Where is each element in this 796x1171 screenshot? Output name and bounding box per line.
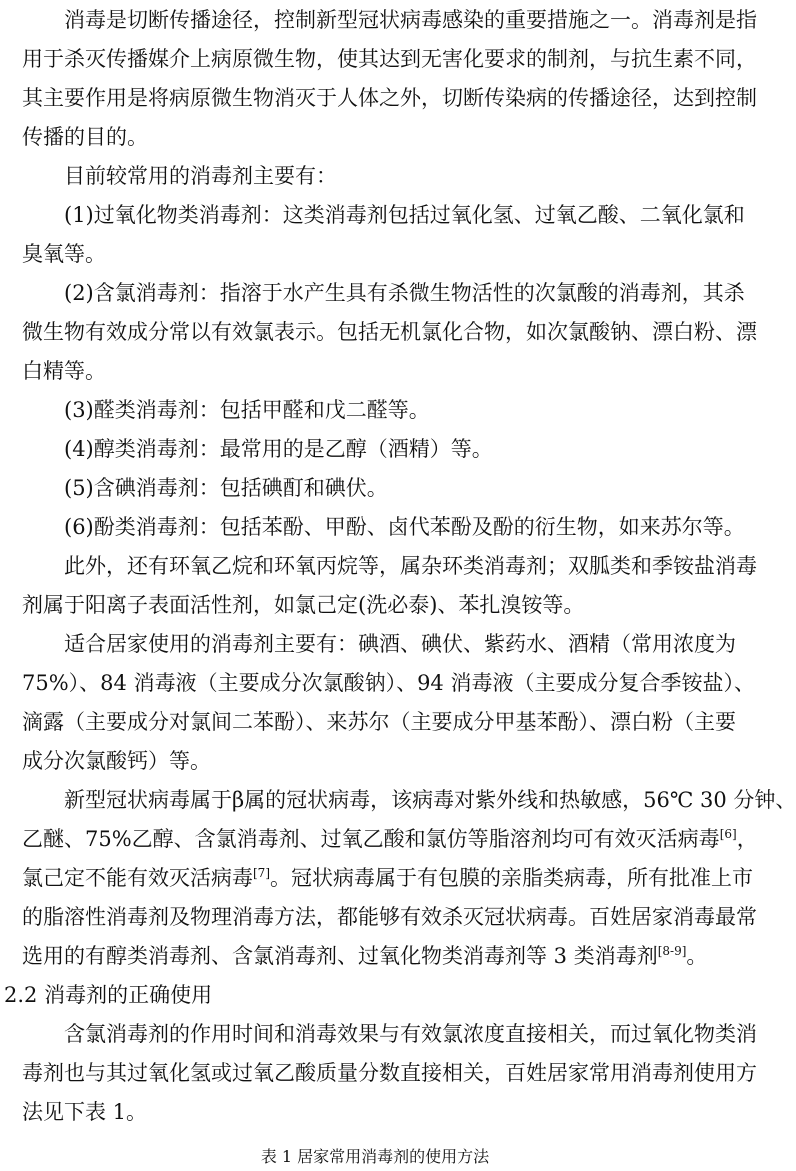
paragraph-11-line-3-text: 氯己定不能有效灭活病毒 — [22, 866, 253, 890]
paragraph-1-line-3: 其主要作用是将病原微生物消灭于人体之外，切断传染病的传播途径，达到控制 — [22, 86, 757, 110]
paragraph-9-line-2: 剂属于阳离子表面活性剂，如氯己定(洗必泰)、苯扎溴铵等。 — [22, 593, 585, 617]
paragraph-11-line-3 — [22, 865, 753, 891]
paragraph-11-line-4: 的脂溶性消毒剂及物理消毒方法，都能够有效杀灭冠状病毒。百姓居家消毒最常 — [22, 905, 757, 929]
paragraph-11-line-3-tail: 。冠状病毒属于有包膜的亲脂类病毒，所有批准上市 — [270, 866, 753, 890]
paragraph-12-line-2: 毒剂也与其过氧化氢或过氧乙酸质量分数直接相关，百姓居家常用消毒剂使用方 — [22, 1061, 757, 1085]
item-5-line-1: (5)含碘消毒剂：包括碘酊和碘伏。 — [64, 476, 388, 500]
item-4-line-1: (4)醇类消毒剂：最常用的是乙醇（酒精）等。 — [64, 437, 493, 461]
paragraph-12-line-3: 法见下表 1。 — [22, 1100, 148, 1124]
citation-ref-8-9: [8-9] — [657, 944, 687, 958]
paragraph-10-line-1: 适合居家使用的消毒剂主要有：碘酒、碘伏、紫药水、酒精（常用浓度为 — [64, 632, 736, 656]
paragraph-1-line-4: 传播的目的。 — [22, 125, 148, 149]
paragraph-11-line-5-text: 选用的有醇类消毒剂、含氯消毒剂、过氧化物类消毒剂等 3 类消毒剂 — [22, 944, 658, 968]
item-2-line-1: (2)含氯消毒剂：指溶于水产生具有杀微生物活性的次氯酸的消毒剂，其杀 — [64, 281, 745, 305]
paragraph-11-line-5-tail: 。 — [686, 944, 708, 968]
item-2-line-3: 白精等。 — [22, 359, 106, 383]
paragraph-1-line-2: 用于杀灭传播媒介上病原微生物，使其达到无害化要求的制剂，与抗生素不同， — [22, 47, 757, 71]
section-heading: 2.2 消毒剂的正确使用 — [4, 983, 213, 1007]
paragraph-1-line-1: 消毒是切断传播途径，控制新型冠状病毒感染的重要措施之一。消毒剂是指 — [64, 8, 757, 32]
citation-ref-6: [6] — [719, 827, 737, 841]
paragraph-12-line-1: 含氯消毒剂的作用时间和消毒效果与有效氯浓度直接相关，而过氧化物类消 — [64, 1022, 757, 1046]
paragraph-9-line-1: 此外，还有环氧乙烷和环氧丙烷等，属杂环类消毒剂；双胍类和季铵盐消毒 — [64, 554, 757, 578]
paragraph-10-line-3: 滴露（主要成分对氯间二苯酚）、来苏尔（主要成分甲基苯酚）、漂白粉（主要 — [22, 710, 736, 734]
item-3-line-1: (3)醛类消毒剂：包括甲醛和戊二醛等。 — [64, 398, 430, 422]
item-2-line-2: 微生物有效成分常以有效氯表示。包括无机氯化合物，如次氯酸钠、漂白粉、漂 — [22, 320, 757, 344]
citation-ref-7: [7] — [253, 866, 270, 880]
paragraph-11-line-2 — [22, 826, 758, 852]
item-6-line-1: (6)酚类消毒剂：包括苯酚、甲酚、卤代苯酚及酚的衍生物，如来苏尔等。 — [64, 515, 745, 539]
paragraph-11-line-1: 新型冠状病毒属于β属的冠状病毒，该病毒对紫外线和热敏感，56℃ 30 分钟、 — [64, 788, 796, 812]
paragraph-2-line-1: 目前较常用的消毒剂主要有： — [64, 164, 337, 188]
paragraph-11-line-2-text: 乙醚、75%乙醇、含氯消毒剂、过氧乙酸和氯仿等脂溶剂均可有效灭活病毒 — [22, 827, 720, 851]
paragraph-11-line-5 — [22, 943, 707, 969]
paragraph-10-line-4: 成分次氯酸钙）等。 — [22, 749, 211, 773]
paragraph-10-line-2: 75%）、84 消毒液（主要成分次氯酸钠）、94 消毒液（主要成分复合季铵盐）、 — [22, 671, 755, 695]
table-caption: 表 1 居家常用消毒剂的使用方法 — [260, 1147, 490, 1166]
item-1-line-1: (1)过氧化物类消毒剂：这类消毒剂包括过氧化氢、过氧乙酸、二氧化氯和 — [64, 203, 745, 227]
item-1-line-2: 臭氧等。 — [22, 242, 106, 266]
paragraph-11-line-2-tail: ， — [736, 827, 758, 851]
